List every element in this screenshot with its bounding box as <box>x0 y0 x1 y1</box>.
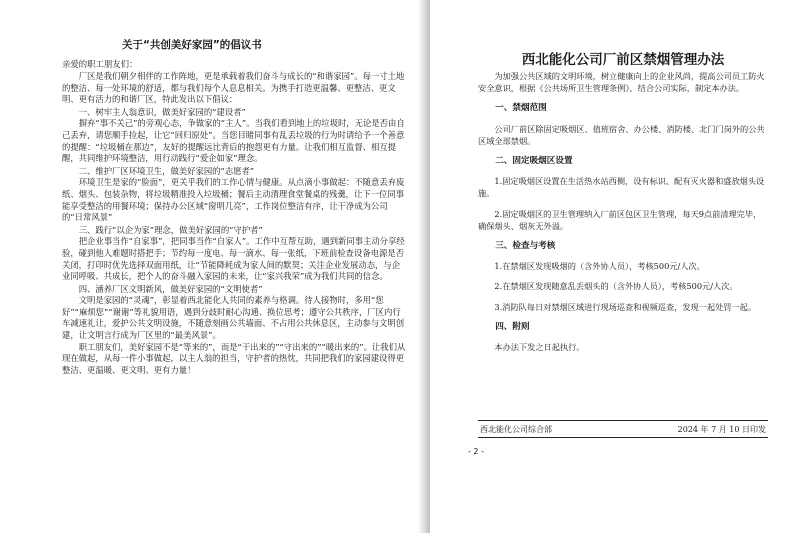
section-heading: 四、涵养厂区文明新风，做美好家园的“文明使者” <box>78 283 263 294</box>
right-page-body <box>478 70 768 361</box>
clause-paragraph: 2.固定吸烟区的卫生管理纳入厂前区包区卫生管理，每天9点前清理完毕，确保烟头、烟灰无外溢。 <box>478 208 762 231</box>
clause-paragraph: 1.固定吸烟区设置在生活热水站西侧，设有标识、配有灭火器和盛放烟头设施。 <box>478 176 765 199</box>
intro-paragraph: 为加强公共区域的文明环境，树立健康向上的企业风尚，提高公司员工防火安全意识，根据《公共场所卫生管理条例》，结合公司实际，制定本办法。 <box>478 71 765 94</box>
clause-paragraph: 3.消防队每日对禁烟区域进行现场巡查和视频巡查，发现一起处罚一起。 <box>494 301 757 312</box>
footer-date: 2024 年 7 月 10 日印发 <box>677 425 766 434</box>
right-page-title: 西北能化公司厂前区禁烟管理办法 <box>521 52 725 68</box>
page-number: - 2 - <box>468 447 484 456</box>
section-heading: 一、树牢主人翁意识，做美好家园的“建设者” <box>78 106 246 117</box>
section-heading: 四、附则 <box>495 321 530 332</box>
section-heading: 二、维护厂区环境卫生，做美好家园的“志愿者” <box>78 165 255 176</box>
section-heading: 一、禁烟范围 <box>495 103 547 114</box>
footer-bar <box>478 420 768 438</box>
body-paragraph: 职工朋友们，美好家园不是“等来的”，而是“干出来的”“守出来的”“暖出来的”。让我们从现在做起，从每一件小事做起，以主人翁的担当，守护者的热忱，共同把我们的家园建设得更整洁、更温暖、更文明、更有力量！ <box>62 341 406 375</box>
clause-paragraph: 本办法下发之日起执行。 <box>494 342 585 353</box>
section-heading: 三、践行“以企为家”理念，做美好家园的“守护者” <box>78 224 263 235</box>
clause-paragraph: 1.在禁烟区发现吸烟的（含外协人员），考核500元/人次。 <box>494 261 705 272</box>
page-fold-shadow <box>418 0 430 533</box>
left-page-title: 关于“共创美好家园”的倡议书 <box>122 39 262 51</box>
body-paragraph: 摒弃“事不关己”的旁观心态，争做家的“主人”。当我们看到地上的垃圾时，无论是否由自己丢弃，请您顺手捡起，让它“回归原处”。当您目睹同事有乱丢垃圾的行为时请给予一个善意的提醒：“垃圾桶在那边”，友好的提醒远比背后的抱怨更有力量。让我们相互监督、相互提醒，共同维护环境整洁，用行动践行“爱企如家”理念。 <box>62 118 405 164</box>
clause-paragraph: 公司厂前区除固定吸烟区、值班宿舍、办公楼、消防楼、北门门岗外的公共区域全部禁烟。 <box>478 123 765 146</box>
section-heading: 三、检查与考核 <box>495 241 556 252</box>
body-paragraph: 环境卫生是家的“脸面”，更关乎我们的工作心情与健康。从点滴小事做起：不随意丢弃废纸、烟头、包装杂物，将垃圾精准投入垃圾桶；餐后主动清理食堂餐桌的残羹，让下一位同事能享受整洁的用餐环境；保持办公区域“窗明几亮”，工作岗位整洁有序，让干净成为公司的“日常风景” <box>62 177 405 223</box>
clause-paragraph: 2.在禁烟区发现随意乱丢烟头的（含外协人员），考核500元/人次。 <box>494 281 738 292</box>
footer-org: 西北能化公司综合部 <box>480 425 552 434</box>
body-paragraph: 文明是家园的“灵魂”，彰显着西北能化人共同的素养与格调。待人接物时，多用“您好”“麻烦您”“谢谢”等礼貌用语，遇到分歧时耐心沟通、换位思考；遵守公共秩序，厂区内行车减速礼让，爱护公共文明设施，不随意刻画公共墙面、不占用公共休息区，主动参与文明创建，让文明言行成为厂区里的“最美风景”。 <box>62 295 405 341</box>
section-heading: 二、固定吸烟区设置 <box>495 156 573 167</box>
body-paragraph: 厂区是我们朝夕相伴的工作阵地，更是承载着我们奋斗与成长的“和谐家园”。每一寸土地的整洁、每一处环境的舒适，都与我们每个人息息相关。为携手打造更温馨、更整洁、更文明、更有活力的和谐厂区，特此发出以下倡议： <box>62 71 405 105</box>
salutation: 亲爱的职工朋友们： <box>62 59 138 69</box>
body-paragraph: 把企业事当作“自家事”，把同事当作“自家人”。工作中互帮互助，遇到新同事主动分享经验，碰到他人难题时搭把手；节约每一度电、每一滴水、每一张纸，下班前检查设备电源是否关闭，打印时优先选择双面用纸，让“节能降耗成为家人间的默契；关注企业发展动态，与企业同呼吸、共成长，把个人的奋斗融入家园的未来，让“家兴我荣”成为我们共同的信念。 <box>62 236 405 282</box>
left-page-body <box>62 71 407 376</box>
